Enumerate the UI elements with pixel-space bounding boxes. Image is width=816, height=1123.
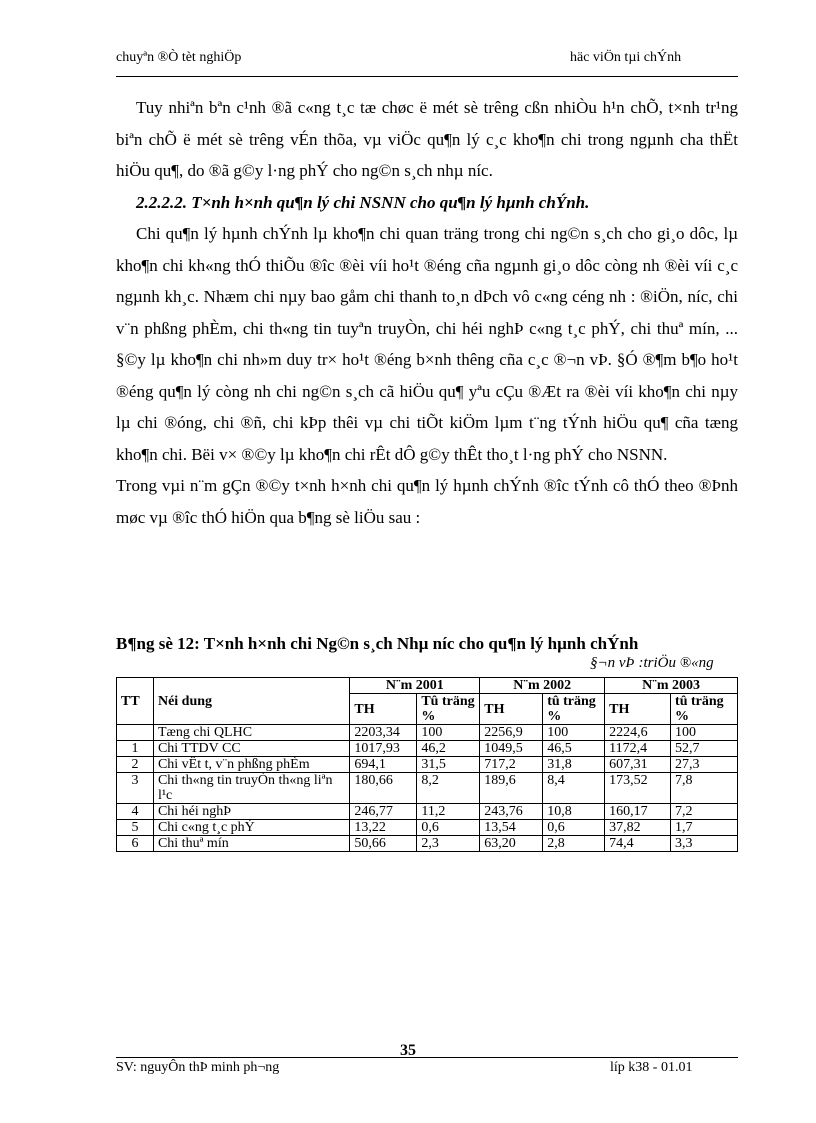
row-value-th: 2203,34: [350, 725, 417, 741]
row-value-ratio: 8,4: [543, 773, 605, 804]
data-table: [116, 677, 738, 852]
row-value-th: 717,2: [480, 757, 543, 773]
row-value-th: 160,17: [605, 804, 671, 820]
header-ratio: Tû träng %: [417, 694, 480, 725]
row-tt: 3: [117, 773, 154, 804]
paragraph-2: Chi qu¶n lý hµnh chÝnh lµ kho¶n chi quan träng trong chi ng©n s¸ch cho gi¸o dôc, lµ kho¶n chi kh«ng thÓ thiÕu ®îc ®èi víi ho¹t ®éng cña ngµnh gi¸o dôc còng nh ®èi víi c¸c ngµnh kh¸c. Nhæm chi nµy bao gåm chi thanh to¸n dÞch vô c«ng céng nh : ®iÖn, níc, chi v¨n phßng phÈm, chi th«ng tin tuyªn truyÒn, chi héi nghÞ c«ng t¸c phÝ, chi thuª mín, ... §©y lµ kho¶n chi nh»m duy tr× ho¹t ®éng b×nh thêng cña c¸c ®¬n vÞ. §Ó ®¶m b¶o ho¹t ®éng qu¶n lý còng nh chi ng©n s¸ch cã hiÖu qu¶ yªu cÇu ®Æt ra ®èi víi kho¶n chi nµy lµ chi ®óng, chi ®ñ, chi kÞp thêi vµ chi tiÕt kiÖm lµm t¨ng tÝnh hiÖu qu¶ cña tæng kho¶n chi. Bëi v× ®©y lµ kho¶n chi rÊt dÔ g©y thÊt tho¸t l·ng phÝ cho NSNN.: [116, 224, 738, 464]
row-value-th: 50,66: [350, 836, 417, 852]
row-value-ratio: 100: [417, 725, 480, 741]
row-value-ratio: 8,2: [417, 773, 480, 804]
row-value-th: 63,20: [480, 836, 543, 852]
row-tt: 5: [117, 820, 154, 836]
header-th: TH: [480, 694, 543, 725]
table-row: [117, 741, 738, 757]
row-value-ratio: 46,2: [417, 741, 480, 757]
table-row: [117, 836, 738, 852]
row-value-ratio: 2,3: [417, 836, 480, 852]
row-value-ratio: 100: [671, 725, 738, 741]
table-header-row: [117, 678, 738, 694]
row-content: Chi c«ng t¸c phÝ: [153, 820, 349, 836]
row-value-th: 2256,9: [480, 725, 543, 741]
row-value-ratio: 31,5: [417, 757, 480, 773]
footer-divider: [116, 1057, 738, 1058]
row-value-ratio: 52,7: [671, 741, 738, 757]
row-value-th: 607,31: [605, 757, 671, 773]
table-row: [117, 773, 738, 804]
row-value-th: 74,4: [605, 836, 671, 852]
row-content: Chi TTDV CC: [153, 741, 349, 757]
header-divider: [116, 76, 738, 77]
row-value-ratio: 0,6: [417, 820, 480, 836]
row-value-th: 243,76: [480, 804, 543, 820]
header-ratio: tû träng %: [543, 694, 605, 725]
row-value-th: 13,22: [350, 820, 417, 836]
row-value-th: 13,54: [480, 820, 543, 836]
body-text: [116, 92, 738, 533]
header-year-2001: N¨m 2001: [350, 678, 480, 694]
row-content: Chi th«ng tin truyÒn th«ng liªn l¹c: [153, 773, 349, 804]
row-value-th: 1049,5: [480, 741, 543, 757]
page-number: 35: [400, 1042, 416, 1059]
table-title: B¶ng sè 12: T×nh h×nh chi Ng©n s¸ch Nhµ níc cho qu¶n lý hµnh chÝnh: [116, 634, 639, 653]
row-tt: 1: [117, 741, 154, 757]
row-value-th: 180,66: [350, 773, 417, 804]
row-tt: 4: [117, 804, 154, 820]
row-value-ratio: 100: [543, 725, 605, 741]
row-content: Chi héi nghÞ: [153, 804, 349, 820]
row-value-ratio: 7,2: [671, 804, 738, 820]
row-value-ratio: 3,3: [671, 836, 738, 852]
header-content: Néi dung: [153, 678, 349, 725]
header-tt: TT: [117, 678, 154, 725]
row-value-th: 246,77: [350, 804, 417, 820]
header-year-2002: N¨m 2002: [480, 678, 605, 694]
row-value-ratio: 0,6: [543, 820, 605, 836]
header-left: chuyªn ®Ò tèt nghiÖp: [116, 50, 242, 65]
header-th: TH: [605, 694, 671, 725]
row-value-th: 37,82: [605, 820, 671, 836]
header-right: häc viÖn tµi chÝnh: [570, 50, 682, 65]
footer-left: SV: nguyÔn thÞ minh ph¬ng: [116, 1060, 280, 1075]
row-tt: 2: [117, 757, 154, 773]
footer-right: líp k38 - 01.01: [610, 1060, 693, 1075]
table-row: [117, 757, 738, 773]
row-content: Chi thuª mín: [153, 836, 349, 852]
header-ratio: tû träng %: [671, 694, 738, 725]
table-row: [117, 725, 738, 741]
paragraph-1: Tuy nhiªn bªn c¹nh ®ã c«ng t¸c tæ chøc ë mét sè trêng cßn nhiÒu h¹n chÕ, t×nh tr¹ng biªn chÕ ë mét sè trêng vÉn thõa, vµ viÖc qu¶n lý c¸c kho¶n chi trong ngµnh cha thËt hiÖu qu¶, do ®ã g©y l·ng phÝ cho ng©n s¸ch nhµ níc.: [116, 98, 738, 180]
row-content: Chi vËt t, v¨n phßng phÈm: [153, 757, 349, 773]
row-value-ratio: 11,2: [417, 804, 480, 820]
row-value-ratio: 10,8: [543, 804, 605, 820]
row-value-th: 1017,93: [350, 741, 417, 757]
row-content: Tæng chi QLHC: [153, 725, 349, 741]
table-unit: §¬n vÞ :triÖu ®«ng: [590, 655, 714, 671]
row-value-ratio: 31,8: [543, 757, 605, 773]
row-value-th: 1172,4: [605, 741, 671, 757]
row-tt: 6: [117, 836, 154, 852]
row-value-th: 2224,6: [605, 725, 671, 741]
row-value-th: 694,1: [350, 757, 417, 773]
header-th: TH: [350, 694, 417, 725]
row-value-th: 173,52: [605, 773, 671, 804]
row-tt: [117, 725, 154, 741]
header-year-2003: N¨m 2003: [605, 678, 738, 694]
table-row: [117, 820, 738, 836]
row-value-ratio: 1,7: [671, 820, 738, 836]
row-value-ratio: 27,3: [671, 757, 738, 773]
section-heading: 2.2.2.2. T×nh h×nh qu¶n lý chi NSNN cho qu¶n lý hµnh chÝnh.: [136, 192, 590, 212]
table-body: [117, 725, 738, 852]
table-row: [117, 804, 738, 820]
row-value-th: 189,6: [480, 773, 543, 804]
row-value-ratio: 46,5: [543, 741, 605, 757]
row-value-ratio: 7,8: [671, 773, 738, 804]
paragraph-3: Trong vµi n¨m gÇn ®©y t×nh h×nh chi qu¶n lý hµnh chÝnh ®îc tÝnh cô thÓ theo ®Þnh møc vµ ®îc thÓ hiÖn qua b¶ng sè liÖu sau :: [116, 476, 738, 527]
row-value-ratio: 2,8: [543, 836, 605, 852]
